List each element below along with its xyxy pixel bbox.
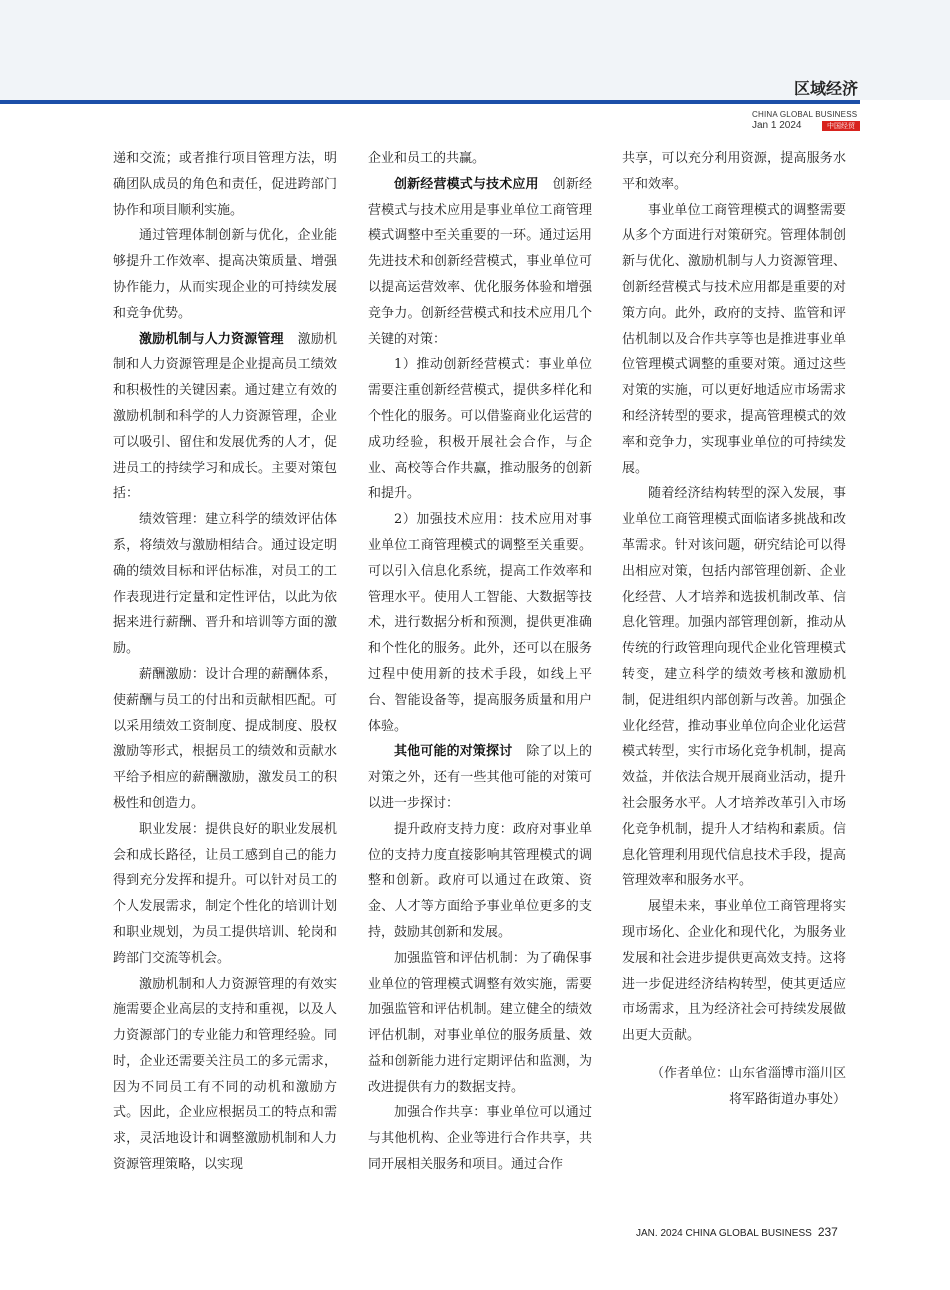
paragraph: 展望未来，事业单位工商管理将实现市场化、企业化和现代化，为服务业发展和社会进步提供更高效支持。这将进一步促进经济结构转型，使其更适应市场需求，且为经济社会可持续发展做出更大贡献。 [622,899,846,1044]
section-title: 区域经济 [793,79,858,98]
page-footer [636,1225,838,1239]
paragraph: 1）推动创新经营模式：事业单位需要注重创新经营模式，提供多样化和个性化的服务。可以借鉴商业化运营的成功经验，积极开展社会合作，与企业、高校等合作共赢，推动服务的创新和提升。 [368,357,592,502]
footer-text: JAN. 2024 CHINA GLOBAL BUSINESS [636,1228,812,1239]
paragraph: 薪酬激励：设计合理的薪酬体系，使薪酬与员工的付出和贡献相匹配。可以采用绩效工资制度、提成制度、股权激励等形式，根据员工的绩效和贡献水平给予相应的薪酬激励，激发员工的积极性和创造力。 [113,666,337,811]
paragraph: 加强监管和评估机制：为了确保事业单位的管理模式调整有效实施，需要加强监管和评估机制。建立健全的绩效评估机制，对事业单位的服务质量、效益和创新能力进行定期评估和监测，为改进提供有力的数据支持。 [368,950,592,1095]
paragraph: 绩效管理：建立科学的绩效评估体系，将绩效与激励相结合。通过设定明确的绩效目标和评估标准，对员工的工作表现进行定量和定性评估，以此为依据来进行薪酬、晋升和培训等方面的激励。 [113,512,337,657]
paragraph [113,327,337,508]
paragraph: 企业和员工的共赢。 [368,151,486,166]
magazine-name: CHINA GLOBAL BUSINESS [752,110,858,119]
paragraph: 加强合作共享：事业单位可以通过与其他机构、企业等进行合作共享，共同开展相关服务和项目。通过合作 [368,1105,592,1173]
paragraph: 激励机制和人力资源管理的有效实施需要企业高层的支持和重视，以及人力资源部门的专业能力和管理经验。同时，企业还需要关注员工的多元需求，因为不同员工有不同的动机和激励方式。因此，企业应根据员工的特点和需求，灵活地设计和调整激励机制和人力资源管理策略，以实现 [113,976,337,1173]
author-affiliation [622,1061,846,1113]
column-1 [113,146,337,1178]
column-2 [368,146,592,1178]
paragraph: 通过管理体制创新与优化，企业能够提升工作效率、提高决策质量、增强协作能力，从而实现企业的可持续发展和竞争优势。 [113,228,337,321]
paragraph: 递和交流；或者推行项目管理方法，明确团队成员的角色和责任，促进跨部门协作和项目顺利实施。 [113,151,337,218]
subheading: 其他可能的对策探讨 [394,744,513,760]
paragraph: 事业单位工商管理模式的调整需要从多个方面进行对策研究。管理体制创新与优化、激励机制与人力资源管理、创新经营模式与技术应用都是重要的对策方向。此外，政府的支持、监管和评估机制以及合作共享等也是推进事业单位管理模式调整的重要对策。通过这些对策的实施，可以更好地适应市场需求和经济转型的要求，提高管理模式的效率和竞争力，实现事业单位的可持续发展。 [622,202,846,476]
author-line-2: 将军路街道办事处） [728,1091,846,1107]
paragraph-text: 激励机制和人力资源管理是企业提高员工绩效和积极性的关键因素。通过建立有效的激励机制和科学的人力资源管理，企业可以吸引、留住和发展优秀的人才，促进员工的持续学习和成长。主要对策包括： [113,331,337,502]
subheading: 创新经营模式与技术应用 [394,176,539,192]
magazine-logo: 中国经贸 [822,121,860,131]
column-3 [622,146,846,1112]
paragraph [368,739,592,816]
issue-date: Jan 1 2024 [752,120,802,131]
header-rule [0,100,860,104]
paragraph: 随着经济结构转型的深入发展，事业单位工商管理模式面临诸多挑战和改革需求。针对该问题，研究结论可以得出相应对策，包括内部管理创新、企业化经营、人才培养和选拔机制改革、信息化管理。加强内部管理创新，推动从传统的行政管理向现代企业化管理模式转变，建立科学的绩效考核和激励机制，促进组织内部创新与改善。加强企业化经营，推动事业单位向企业化运营模式转型，实行市场化竞争机制，提高效益，并依法合规开展商业活动，提升社会服务水平。人才培养改革引入市场化竞争机制，提升人才结构和素质。信息化管理利用现代信息技术手段，提高管理效率和服务水平。 [622,486,846,889]
paragraph: 职业发展：提供良好的职业发展机会和成长路径，让员工感到自己的能力得到充分发挥和提升。可以针对员工的个人发展需求，制定个性化的培训计划和职业规划，为员工提供培训、轮岗和跨部门交流等机会。 [113,821,337,966]
paragraph: 共享，可以充分利用资源，提高服务水平和效率。 [622,151,846,192]
paragraph-text: 创新经营模式与技术应用是事业单位工商管理模式调整中至关重要的一环。通过运用先进技术和创新经营模式，事业单位可以提高运营效率、优化服务体验和增强竞争力。创新经营模式和技术应用几个关键的对策： [368,176,592,347]
page-number: 237 [817,1225,838,1239]
paragraph: 提升政府支持力度：政府对事业单位的支持力度直接影响其管理模式的调整和创新。政府可以通过在政策、资金、人才等方面给予事业单位更多的支持，鼓励其创新和发展。 [368,821,592,940]
author-line-1: （作者单位：山东省淄博市淄川区 [650,1065,846,1081]
paragraph: 2）加强技术应用：技术应用对事业单位工商管理模式的调整至关重要。可以引入信息化系统，提高工作效率和管理水平。使用人工智能、大数据等技术，进行数据分析和预测，提供更准确和个性化的服务。此外，还可以在服务过程中使用新的技术手段，如线上平台、智能设备等，提高服务质量和用户体验。 [368,512,592,734]
paragraph [368,172,592,353]
subheading: 激励机制与人力资源管理 [139,331,284,347]
paragraph-text: 除了以上的对策之外，还有一些其他可能的对策可以进一步探讨： [368,744,592,811]
